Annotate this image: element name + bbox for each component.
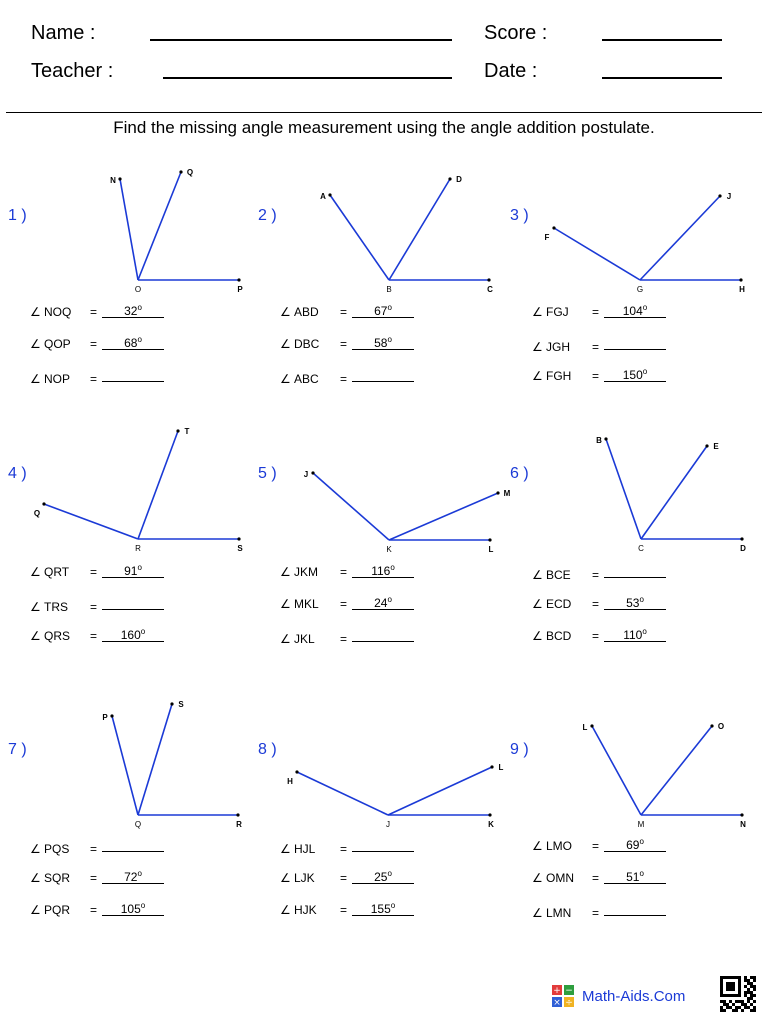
angle-symbol: ∠ (30, 337, 41, 351)
angle-symbol: ∠ (280, 871, 291, 885)
point-label-v: M (637, 820, 645, 829)
answer-blank[interactable] (102, 627, 164, 642)
name-field[interactable] (150, 39, 452, 41)
point-label-v: J (386, 820, 390, 829)
problem-3 (510, 163, 760, 413)
equals-sign: = (90, 337, 98, 351)
answer-blank[interactable] (102, 901, 164, 916)
date-label: Date : (484, 60, 538, 82)
answer-blank[interactable] (102, 837, 164, 852)
equals-sign: = (340, 632, 348, 646)
equals-sign: = (592, 340, 600, 354)
angle-value: 116 (371, 564, 391, 578)
answer-blank[interactable] (352, 627, 414, 642)
degree-symbol: o (137, 303, 142, 312)
answer-blank[interactable] (604, 901, 666, 916)
ray-a (554, 228, 640, 280)
answer-blank[interactable] (604, 335, 666, 350)
ray-b-endpoint (705, 444, 708, 447)
answer-blank[interactable] (102, 303, 164, 318)
angle-name: DBC (294, 337, 320, 351)
angle-value: 160 (120, 628, 141, 642)
equals-sign: = (592, 568, 600, 582)
ray-b (389, 493, 498, 540)
point-label-b: Q (186, 168, 194, 177)
degree-symbol: o (137, 869, 142, 878)
equation-row (532, 870, 666, 886)
equation-row (30, 368, 164, 384)
ray-b-endpoint (448, 177, 451, 180)
point-label-v: B (386, 285, 392, 294)
angle-name: HJL (294, 842, 316, 856)
ray-b-endpoint (179, 170, 182, 173)
ray-a-endpoint (42, 502, 45, 505)
degree-symbol: o (390, 563, 395, 572)
angle-name: JGH (546, 340, 570, 354)
angle-symbol: ∠ (280, 337, 291, 351)
teacher-label: Teacher : (31, 60, 114, 82)
problem-number: 8 ) (258, 741, 277, 758)
ray-b (641, 726, 712, 815)
ray-c-endpoint (488, 813, 491, 816)
equation-row (280, 902, 414, 918)
equals-sign: = (340, 842, 348, 856)
angle-symbol: ∠ (532, 871, 543, 885)
equation-row (532, 838, 666, 854)
equals-sign: = (90, 871, 98, 885)
angle-symbol: ∠ (280, 597, 291, 611)
angle-name: NOQ (44, 305, 72, 319)
calculator-icon (552, 985, 574, 1007)
angle-symbol: ∠ (30, 565, 41, 579)
angle-symbol: ∠ (280, 565, 291, 579)
degree-symbol: o (639, 595, 644, 604)
answer-blank[interactable] (102, 367, 164, 382)
problem-number: 9 ) (510, 741, 529, 758)
equation-row (532, 596, 666, 612)
equals-sign: = (592, 305, 600, 319)
equals-sign: = (340, 337, 348, 351)
score-label: Score : (484, 22, 548, 44)
ray-b (388, 767, 492, 815)
angle-name: OMN (546, 871, 574, 885)
equation-row (280, 870, 414, 886)
point-label-c: N (740, 820, 746, 829)
problem-9 (510, 681, 760, 931)
point-label-a: F (544, 233, 550, 242)
answer-blank[interactable] (604, 367, 666, 382)
point-label-a: B (596, 436, 602, 445)
answer-blank[interactable] (604, 627, 666, 642)
angle-name: QOP (44, 337, 71, 351)
angle-symbol: ∠ (30, 842, 41, 856)
answer-blank[interactable] (604, 869, 666, 884)
equation-row (30, 596, 164, 612)
equation-row (532, 564, 666, 580)
angle-symbol: ∠ (30, 629, 41, 643)
name-label: Name : (31, 22, 96, 44)
angle-symbol: ∠ (532, 906, 543, 920)
ray-c-endpoint (739, 278, 742, 281)
answer-blank[interactable] (352, 837, 414, 852)
equals-sign: = (592, 871, 600, 885)
angle-symbol: ∠ (532, 629, 543, 643)
angle-name: QRT (44, 565, 70, 579)
angle-symbol: ∠ (280, 305, 291, 319)
equals-sign: = (90, 629, 98, 643)
angle-symbol: ∠ (30, 871, 41, 885)
ray-a (606, 439, 641, 539)
ray-a-endpoint (328, 193, 331, 196)
angle-symbol: ∠ (280, 632, 291, 646)
answer-blank[interactable] (604, 303, 666, 318)
answer-blank[interactable] (604, 563, 666, 578)
equals-sign: = (592, 597, 600, 611)
answer-blank[interactable] (604, 595, 666, 610)
svg-text:×: × (553, 998, 561, 1007)
ray-b (138, 431, 178, 539)
answer-blank[interactable] (352, 901, 414, 916)
degree-symbol: o (639, 837, 644, 846)
angle-value: 51 (626, 870, 640, 884)
answer-blank[interactable] (352, 335, 414, 350)
angle-name: PQR (44, 903, 71, 917)
angle-diagram (510, 163, 760, 308)
angle-symbol: ∠ (532, 839, 543, 853)
angle-value: 91 (124, 564, 138, 578)
angle-symbol: ∠ (280, 903, 291, 917)
angle-symbol: ∠ (532, 597, 543, 611)
equation-row (280, 368, 414, 384)
problem-number: 6 ) (510, 465, 529, 482)
point-label-c: K (488, 820, 494, 829)
angle-diagram (258, 423, 511, 568)
date-field[interactable] (602, 77, 722, 79)
answer-blank[interactable] (352, 367, 414, 382)
equals-sign: = (90, 842, 98, 856)
problem-8 (258, 681, 508, 931)
equals-sign: = (340, 871, 348, 885)
angle-name: NOP (44, 372, 71, 386)
problem-6 (510, 423, 760, 673)
angle-diagram (8, 423, 258, 568)
angle-symbol: ∠ (532, 568, 543, 582)
angle-value: 72 (124, 870, 138, 884)
degree-symbol: o (639, 869, 644, 878)
answer-blank[interactable] (102, 563, 164, 578)
score-field[interactable] (602, 39, 722, 41)
point-label-c: C (487, 285, 493, 294)
point-label-a: J (303, 470, 309, 479)
ray-b-endpoint (718, 194, 721, 197)
problem-5 (258, 423, 511, 673)
problem-4 (8, 423, 258, 673)
answer-blank[interactable] (102, 869, 164, 884)
point-label-c: D (740, 544, 746, 553)
angle-symbol: ∠ (280, 842, 291, 856)
angle-symbol: ∠ (30, 305, 41, 319)
point-label-c: P (237, 285, 243, 294)
equation-row (30, 336, 164, 352)
angle-value: 53 (626, 596, 640, 610)
equation-row (280, 596, 414, 612)
angle-value: 68 (124, 336, 138, 350)
answer-blank[interactable] (102, 595, 164, 610)
answer-blank[interactable] (352, 869, 414, 884)
point-label-a: H (287, 777, 293, 786)
problem-number: 5 ) (258, 465, 277, 482)
ray-c-endpoint (487, 278, 490, 281)
equals-sign: = (340, 903, 348, 917)
point-label-b: O (717, 722, 725, 731)
angle-name: BCD (546, 629, 572, 643)
equation-row (280, 336, 414, 352)
ray-a-endpoint (311, 471, 314, 474)
ray-b (640, 196, 720, 280)
equals-sign: = (592, 369, 600, 383)
angle-symbol: ∠ (532, 369, 543, 383)
angle-value: 24 (374, 596, 388, 610)
angle-value: 67 (374, 304, 388, 318)
angle-name: JKL (294, 632, 315, 646)
angle-symbol: ∠ (30, 903, 41, 917)
ray-a (330, 195, 389, 280)
ray-b (641, 446, 707, 539)
angle-value: 155 (370, 902, 391, 916)
teacher-field[interactable] (163, 77, 452, 79)
ray-a (297, 772, 388, 815)
angle-name: FGH (546, 369, 572, 383)
point-label-b: S (178, 700, 184, 709)
point-label-v: C (638, 544, 644, 553)
equals-sign: = (340, 565, 348, 579)
ray-c-endpoint (237, 278, 240, 281)
angle-diagram (258, 163, 508, 308)
header-divider (6, 112, 762, 113)
problem-1 (8, 163, 258, 413)
ray-a-endpoint (604, 437, 607, 440)
equation-row (30, 564, 164, 580)
equation-row (532, 368, 666, 384)
degree-symbol: o (387, 335, 392, 344)
ray-a (120, 179, 138, 280)
degree-symbol: o (642, 627, 647, 636)
problem-number: 3 ) (510, 207, 529, 224)
equation-row (532, 304, 666, 320)
angle-diagram (258, 681, 508, 829)
point-label-a: A (320, 192, 326, 201)
problem-number: 4 ) (8, 465, 27, 482)
ray-c-endpoint (740, 813, 743, 816)
degree-symbol: o (387, 595, 392, 604)
angle-symbol: ∠ (280, 372, 291, 386)
degree-symbol: o (390, 901, 396, 910)
degree-symbol: o (140, 627, 146, 636)
angle-name: ABC (294, 372, 319, 386)
equation-row (532, 902, 666, 918)
problem-number: 7 ) (8, 741, 27, 758)
point-label-c: L (488, 545, 494, 554)
point-label-a: N (110, 176, 116, 185)
point-label-a: P (102, 713, 108, 722)
problem-7 (8, 681, 258, 931)
equals-sign: = (340, 305, 348, 319)
equals-sign: = (90, 305, 98, 319)
angle-name: LMO (546, 839, 573, 853)
degree-symbol: o (137, 335, 142, 344)
angle-name: HJK (294, 903, 317, 917)
ray-c-endpoint (488, 538, 491, 541)
angle-name: LJK (294, 871, 315, 885)
point-label-v: G (636, 285, 644, 294)
angle-name: JKM (294, 565, 318, 579)
ray-b (138, 704, 172, 815)
equals-sign: = (592, 629, 600, 643)
equation-row (280, 628, 414, 644)
qr-code-icon (720, 976, 756, 1012)
degree-symbol: o (137, 563, 142, 572)
instructions: Find the missing angle measurement using the angle addition postulate. (113, 118, 655, 137)
ray-b-endpoint (170, 702, 173, 705)
ray-a-endpoint (295, 770, 298, 773)
equals-sign: = (90, 372, 98, 386)
point-label-c: H (739, 285, 745, 294)
degree-symbol: o (642, 303, 648, 312)
point-label-b: T (184, 427, 190, 436)
angle-value: 104 (622, 304, 643, 318)
point-label-c: R (236, 820, 242, 829)
equation-row (30, 902, 164, 918)
point-label-a: L (582, 723, 588, 732)
problem-2 (258, 163, 508, 413)
equation-row (280, 304, 414, 320)
angle-name: QRS (44, 629, 71, 643)
degree-symbol: o (642, 367, 648, 376)
ray-a-endpoint (590, 724, 593, 727)
angle-diagram (8, 163, 258, 308)
equation-row (532, 628, 666, 644)
point-label-v: O (134, 285, 142, 294)
angle-symbol: ∠ (30, 372, 41, 386)
equation-row (30, 870, 164, 886)
ray-a (313, 473, 389, 540)
angle-symbol: ∠ (532, 340, 543, 354)
point-label-b: D (456, 175, 462, 184)
ray-b (138, 172, 181, 280)
answer-blank[interactable] (352, 303, 414, 318)
equals-sign: = (340, 597, 348, 611)
point-label-a: Q (33, 509, 41, 518)
ray-a (112, 716, 138, 815)
equals-sign: = (90, 600, 98, 614)
ray-c-endpoint (237, 537, 240, 540)
ray-a-endpoint (110, 714, 113, 717)
angle-diagram (510, 681, 760, 829)
svg-text:−: − (565, 986, 573, 996)
angle-name: LMN (546, 906, 572, 920)
equation-row (280, 838, 414, 854)
answer-blank[interactable] (604, 837, 666, 852)
degree-symbol: o (387, 303, 392, 312)
answer-blank[interactable] (352, 595, 414, 610)
problem-number: 2 ) (258, 207, 277, 224)
point-label-b: J (726, 192, 732, 201)
angle-symbol: ∠ (532, 305, 543, 319)
point-label-v: K (386, 545, 392, 554)
degree-symbol: o (387, 869, 392, 878)
ray-b-endpoint (176, 429, 179, 432)
ray-b-endpoint (710, 724, 713, 727)
angle-name: BCE (546, 568, 571, 582)
equation-row (30, 628, 164, 644)
answer-blank[interactable] (352, 563, 414, 578)
ray-a-endpoint (118, 177, 121, 180)
equals-sign: = (340, 372, 348, 386)
ray-a (44, 504, 138, 539)
point-label-b: M (503, 489, 511, 498)
svg-text:÷: ÷ (565, 998, 573, 1007)
angle-name: ECD (546, 597, 572, 611)
angle-name: TRS (44, 600, 68, 614)
angle-value: 69 (626, 838, 640, 852)
ray-b-endpoint (496, 491, 499, 494)
point-label-c: S (237, 544, 243, 553)
brand-link[interactable]: Math-Aids.Com (582, 988, 686, 1005)
equals-sign: = (592, 839, 600, 853)
ray-c-endpoint (236, 813, 239, 816)
point-label-v: R (135, 544, 141, 553)
ray-c-endpoint (740, 537, 743, 540)
equals-sign: = (90, 903, 98, 917)
angle-diagram (510, 423, 760, 568)
ray-a-endpoint (552, 226, 555, 229)
ray-a (592, 726, 641, 815)
point-label-b: L (498, 763, 504, 772)
angle-diagram (8, 681, 258, 829)
answer-blank[interactable] (102, 335, 164, 350)
equation-row (532, 336, 666, 352)
angle-value: 32 (124, 304, 138, 318)
ray-b (389, 179, 450, 280)
ray-b-endpoint (490, 765, 493, 768)
angle-name: MKL (294, 597, 319, 611)
degree-symbol: o (140, 901, 146, 910)
angle-symbol: ∠ (30, 600, 41, 614)
equation-row (280, 564, 414, 580)
angle-value: 110 (623, 628, 643, 642)
angle-name: FGJ (546, 305, 569, 319)
angle-value: 105 (120, 902, 141, 916)
angle-value: 58 (374, 336, 388, 350)
angle-value: 25 (374, 870, 388, 884)
point-label-b: E (713, 442, 719, 451)
angle-name: ABD (294, 305, 319, 319)
equation-row (30, 838, 164, 854)
point-label-v: Q (134, 820, 142, 829)
angle-name: PQS (44, 842, 70, 856)
equals-sign: = (592, 906, 600, 920)
angle-value: 150 (622, 368, 643, 382)
equals-sign: = (90, 565, 98, 579)
angle-name: SQR (44, 871, 71, 885)
svg-text:+: + (553, 986, 561, 996)
equation-row (30, 304, 164, 320)
problem-number: 1 ) (8, 207, 27, 224)
